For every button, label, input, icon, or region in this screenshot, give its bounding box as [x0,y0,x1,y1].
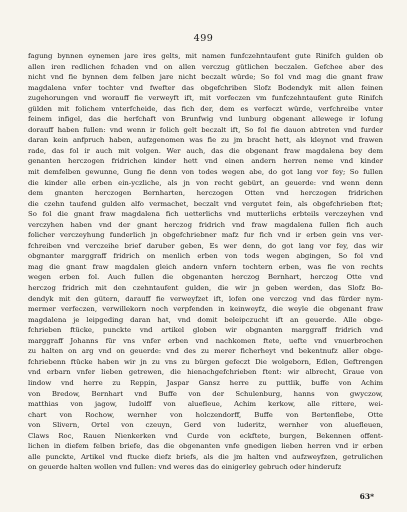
text-line: mit demfelben gewunne, Gung fie denn von todes wegen abe, do got lang vor fey; So fullen [28,168,383,177]
text-line: matthias von jagow, ludolff von aluefleue, Achim kerkow, alle rittere, wei- [28,400,383,409]
text-line: fchrieben ftücke, punckte vnd artikel globen wir obgnanten marggraff fridrich vnd [28,326,383,335]
text-line: genanten herczogen fridrichen kinder hett vnd einen andern herren neme vnd kinder [28,157,383,166]
text-line: folicher verczeyhung funderlich jn obgefchriebner mafz fur fich vnd ir erben gein vns ver- [28,231,383,240]
text-line: herczog fridrich mit den czehntaufent gulden, die wir jn geben werden, das Slofz Bo- [28,284,383,293]
text-line: verczyhen haben vnd der gnant herczog fridrich vnd fraw magdalena fullen fich auch [28,220,383,229]
text-line: mermer verfeczen, verwillekorn noch verpfenden in keinweyfz, die weyle die obgenant fraw [28,305,383,314]
text-line: fchreiben vnd verczeihe brief daruber geben, Es wer denn, do got lang vor fey, das wir [28,241,383,250]
text-line: rade, das fol ir auch mit volgen. Wer auch, das die obgenant fraw magdalena bey dem [28,146,383,155]
text-line: dorauff haben fullen: vnd wenn ir folich gelt beczalt ift, So fol fie dauon abtreten vnd furder [28,125,383,134]
text-line: die kinder alle erben ein-yczliche, als jn von recht gebürt, an geuerde: vnd wenn denn [28,178,383,187]
text-line: nicht vnd fie bynnen dem felben jare nicht beczalt würde; So fol vnd mag die gnant fraw [28,73,383,82]
text-line: von Bredow, Bernhart vnd Buffe von der Schulenburg, hanns von gwyczow, [28,389,383,398]
text-line: magdalena je leipgeding daran hat, vnd domit beleipczucht ift an geuerde. Alle obge- [28,315,383,324]
page-number: 499 [193,33,214,44]
text-line: magdalena vnfer tochter vnd fwefter das obgefchriben Slofz Bodendyk mit allen feinen [28,83,383,92]
text-line: gülden mit folichem vnterfcheide, das fich der, dem es verfeczt würde, verfchreibe vnter [28,104,383,113]
text-line: fchriebenn ftücke haben wir jn zu vns zu bürgen gefeczt Die wolgeborn, Edlen, Geftrengen [28,357,383,366]
text-line: feinem infigel, das die herfchaft von Brunfwig vnd lunburg obgenant allewege ir lofung [28,115,383,124]
text-line: chart von Rochow, wernher von holczendorff, Buffe von Bertenflebe, Otte [28,410,383,419]
text-line: So fol die gnant fraw magdalena fich uetterlichs vnd mutterlichs erbteils verczeyhen vnd [28,210,383,219]
text-line: fagung bynnen eynemen jare ires gelts, mit namen funfczehntaufent gute Rinifch gulden ob [28,52,383,60]
text-line: lindow vnd herre zu Reppin, Jaspar Gansz herre zu puttlik, buffe von Achim [28,378,383,387]
text-line: marggraff Johanns für vns vnfer erben vnd nachkomen ftete, uefte vnd vnuerbrochen [28,336,383,345]
text-line: die czehn taufend gulden alfo vermachet, beczalt vnd vergutet fein, als obgefchrieben ftet; [28,199,383,208]
text-line: Claws Roc, Rauen Nienkerken vnd Curde von eckftete, burgen, Bekennen offent- [28,431,383,440]
text-line: daran kein anfpruch haben, aufzgenomen was fie zu jm bracht hett, als kleynot vnd frawen [28,136,383,145]
text-line: on geuerde halten wollen vnd fullen: vnd weres das do einigerley gebruch oder hinderufz [28,463,342,472]
text-line: von Slivern, Ortel von czeuyn, Gerd von luderitz, wernher von aluefleuen, [28,421,383,430]
signature-mark: 63* [359,492,374,501]
text-line: zugehorungen vnd worauff fie verweyft ift, mit vorfeczen vm funfczehntaufent gute Rinifch [28,94,383,103]
text-line: obgnanter marggraff fridrich on menlich erben von tods wegen abgingen, So fol vnd [28,252,383,261]
text-line: mag die gnant fraw magdalen gleich andern vnfern tochtern erben, was fie von rechts [28,262,383,271]
text-line: wegen erben fol. Auch fullen die obgenanten herczog Bernhart, herczog Otte vnd [28,273,383,282]
text-line: dem gnanten herczogen Bernharten, herczogen Otten vnd herczogen fridrichen [28,189,383,198]
text-line: lichen in diefem felben briefe, das die obgenanten vnfe gnedigen lieben herren vnd ir erben [28,442,383,451]
text-line: dendyk mit den gütern, darauff fie verweyfzet ift, lofen one verczog vnd das fürder nym- [28,294,383,303]
text-line: allen iren redlichen fchaden vnd on allen verczug gütlichen beczalen. Gefchee aber des [28,62,383,71]
text-line: zu halten on arg vnd on geuerde: vnd des zu merer ficherheyt vnd bekentnufz aller obge- [28,347,383,356]
text-line: alle punckte, Artikel vnd ftucke diefz briefs, als die jm halten vnd aufzweyfzen, getrulichen [28,452,383,461]
body-text [28,51,383,473]
text-line: vnd erbarn vnfer lieben getrewen, die hienachgefchrieben ftent: wir albrecht, Graue von [28,368,383,377]
